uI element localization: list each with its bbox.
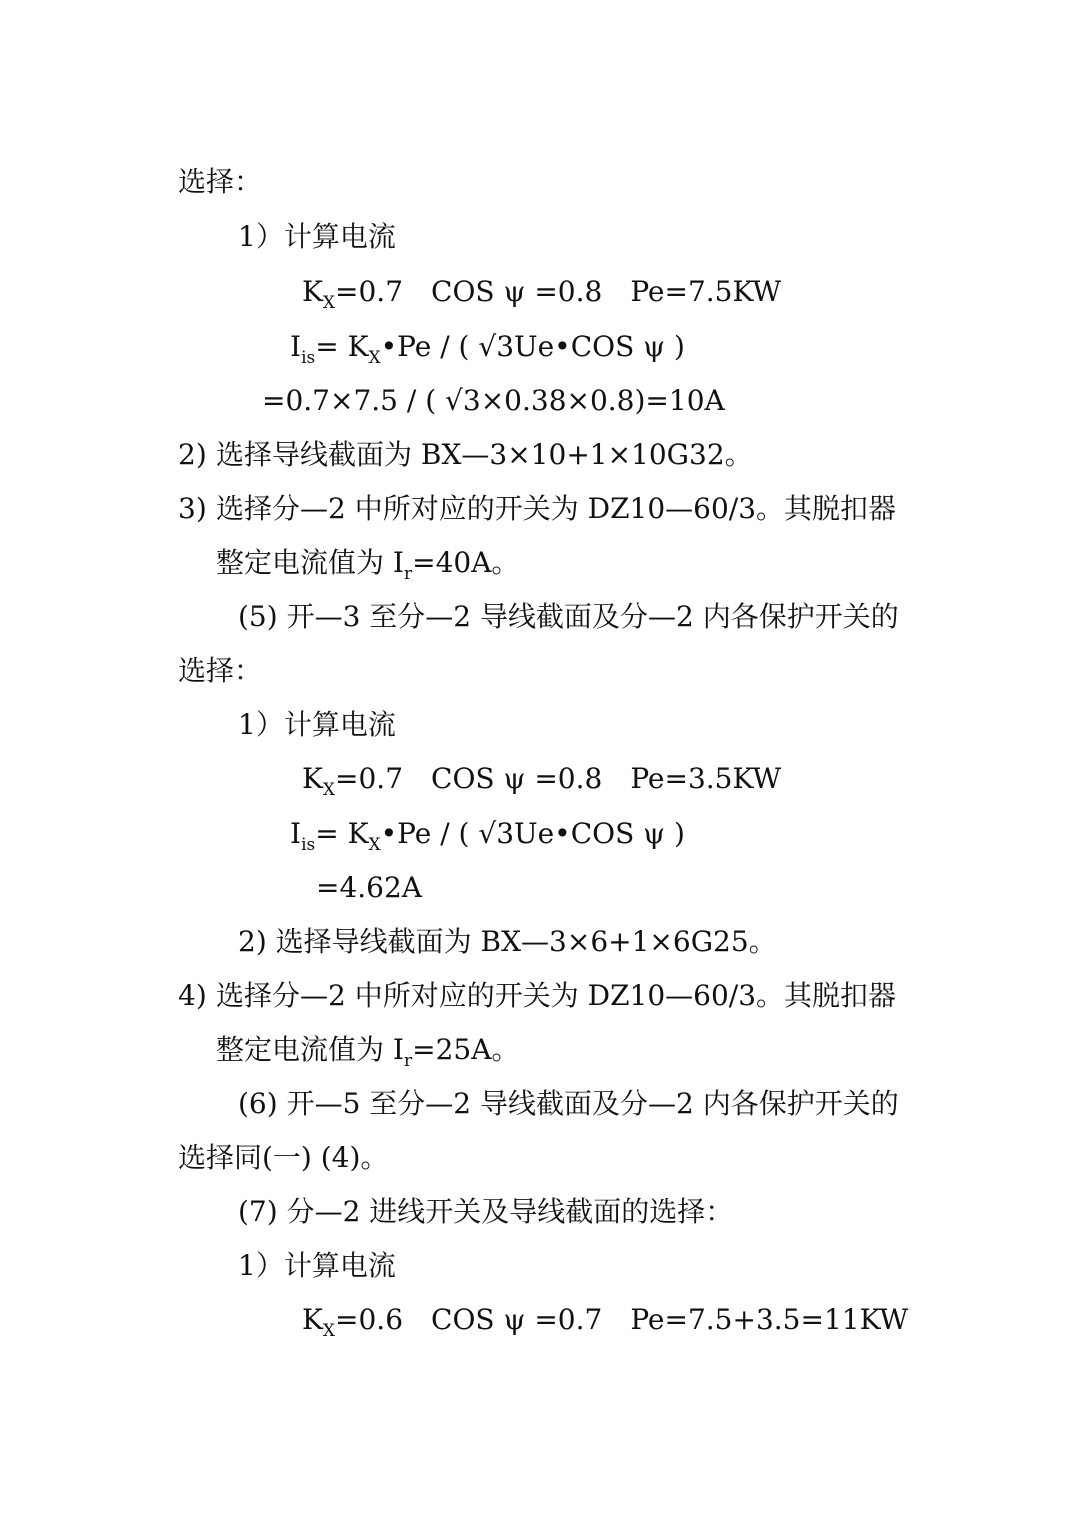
formula-line (302, 759, 781, 799)
list-item (178, 976, 896, 1016)
formula-line (262, 381, 725, 421)
subscript: r (403, 1051, 413, 1071)
pe-value: Pe=7.5KW (630, 275, 782, 308)
formula-part: = K (315, 330, 369, 363)
symbol-k: K (302, 275, 323, 308)
symbol-i: I (290, 817, 302, 850)
formula-part: 3×0.38×0.8)=10A (462, 384, 725, 417)
subscript: is (301, 348, 316, 368)
symbol-k: K (302, 762, 323, 795)
pe-value: Pe=3.5KW (630, 762, 782, 795)
text-line: 1）计算电流 (238, 708, 396, 741)
text-line (216, 1030, 519, 1070)
text-line: 选择同(一) (4)。 (178, 1141, 389, 1174)
symbol-i: I (290, 330, 302, 363)
sqrt-symbol: √ (445, 384, 463, 417)
cos-value: COS ψ =0.8 (431, 762, 603, 795)
list-number: 2) (178, 438, 207, 471)
value: =0.7 (335, 762, 404, 795)
list-text: 选择分—2 中所对应的开关为 DZ10—60/3。其脱扣器 (216, 492, 897, 525)
pe-value: Pe=7.5+3.5=11KW (630, 1303, 909, 1336)
sqrt-symbol: √ (478, 330, 497, 363)
formula-part: = K (315, 817, 369, 850)
text-part: 整定电流值为 I (216, 1033, 404, 1066)
formula-part: •Pe / ( (380, 817, 479, 850)
cos-value: COS ψ =0.8 (431, 275, 603, 308)
subscript: X (322, 293, 336, 313)
text-line: 2) 选择导线截面为 BX—3×6+1×6G25。 (238, 925, 777, 958)
section-heading: (7) 分—2 进线开关及导线截面的选择： (238, 1195, 734, 1228)
formula-part: 3Ue•COS ψ ) (496, 330, 685, 363)
sqrt-symbol: √ (478, 817, 497, 850)
list-number: 4) (178, 979, 207, 1012)
formula-line (302, 1300, 908, 1340)
subscript: X (322, 780, 336, 800)
value: =0.7 (335, 275, 404, 308)
text-part: 整定电流值为 I (216, 546, 404, 579)
formula-line (302, 272, 781, 312)
value: =0.6 (335, 1303, 404, 1336)
text-line (216, 543, 519, 583)
subscript: X (322, 1321, 336, 1341)
formula-part: •Pe / ( (380, 330, 479, 363)
formula-line (290, 814, 685, 854)
cos-value: COS ψ =0.7 (431, 1303, 603, 1336)
text-line: 选择： (178, 165, 263, 198)
subscript: X (368, 348, 381, 368)
formula-line: =4.62A (316, 871, 423, 904)
text-line: 选择： (178, 654, 263, 687)
formula-line (290, 327, 685, 367)
text-line: 1）计算电流 (238, 1249, 396, 1282)
list-item (178, 435, 753, 475)
subscript: is (301, 835, 316, 855)
list-text: 选择导线截面为 BX—3×10+1×10G32。 (216, 438, 753, 471)
list-number: 3) (178, 492, 207, 525)
text-part: =40A。 (412, 546, 520, 579)
formula-part: =0.7×7.5 / ( (262, 384, 446, 417)
list-text: 选择分—2 中所对应的开关为 DZ10—60/3。其脱扣器 (216, 979, 897, 1012)
formula-part: 3Ue•COS ψ ) (496, 817, 685, 850)
text-part: =25A。 (412, 1033, 520, 1066)
symbol-k: K (302, 1303, 323, 1336)
section-heading: (5) 开—3 至分—2 导线截面及分—2 内各保护开关的 (238, 600, 899, 633)
subscript: r (403, 564, 413, 584)
list-item (178, 489, 896, 529)
text-line: 1）计算电流 (238, 220, 396, 253)
subscript: X (368, 835, 381, 855)
section-heading: (6) 开—5 至分—2 导线截面及分—2 内各保护开关的 (238, 1087, 899, 1120)
